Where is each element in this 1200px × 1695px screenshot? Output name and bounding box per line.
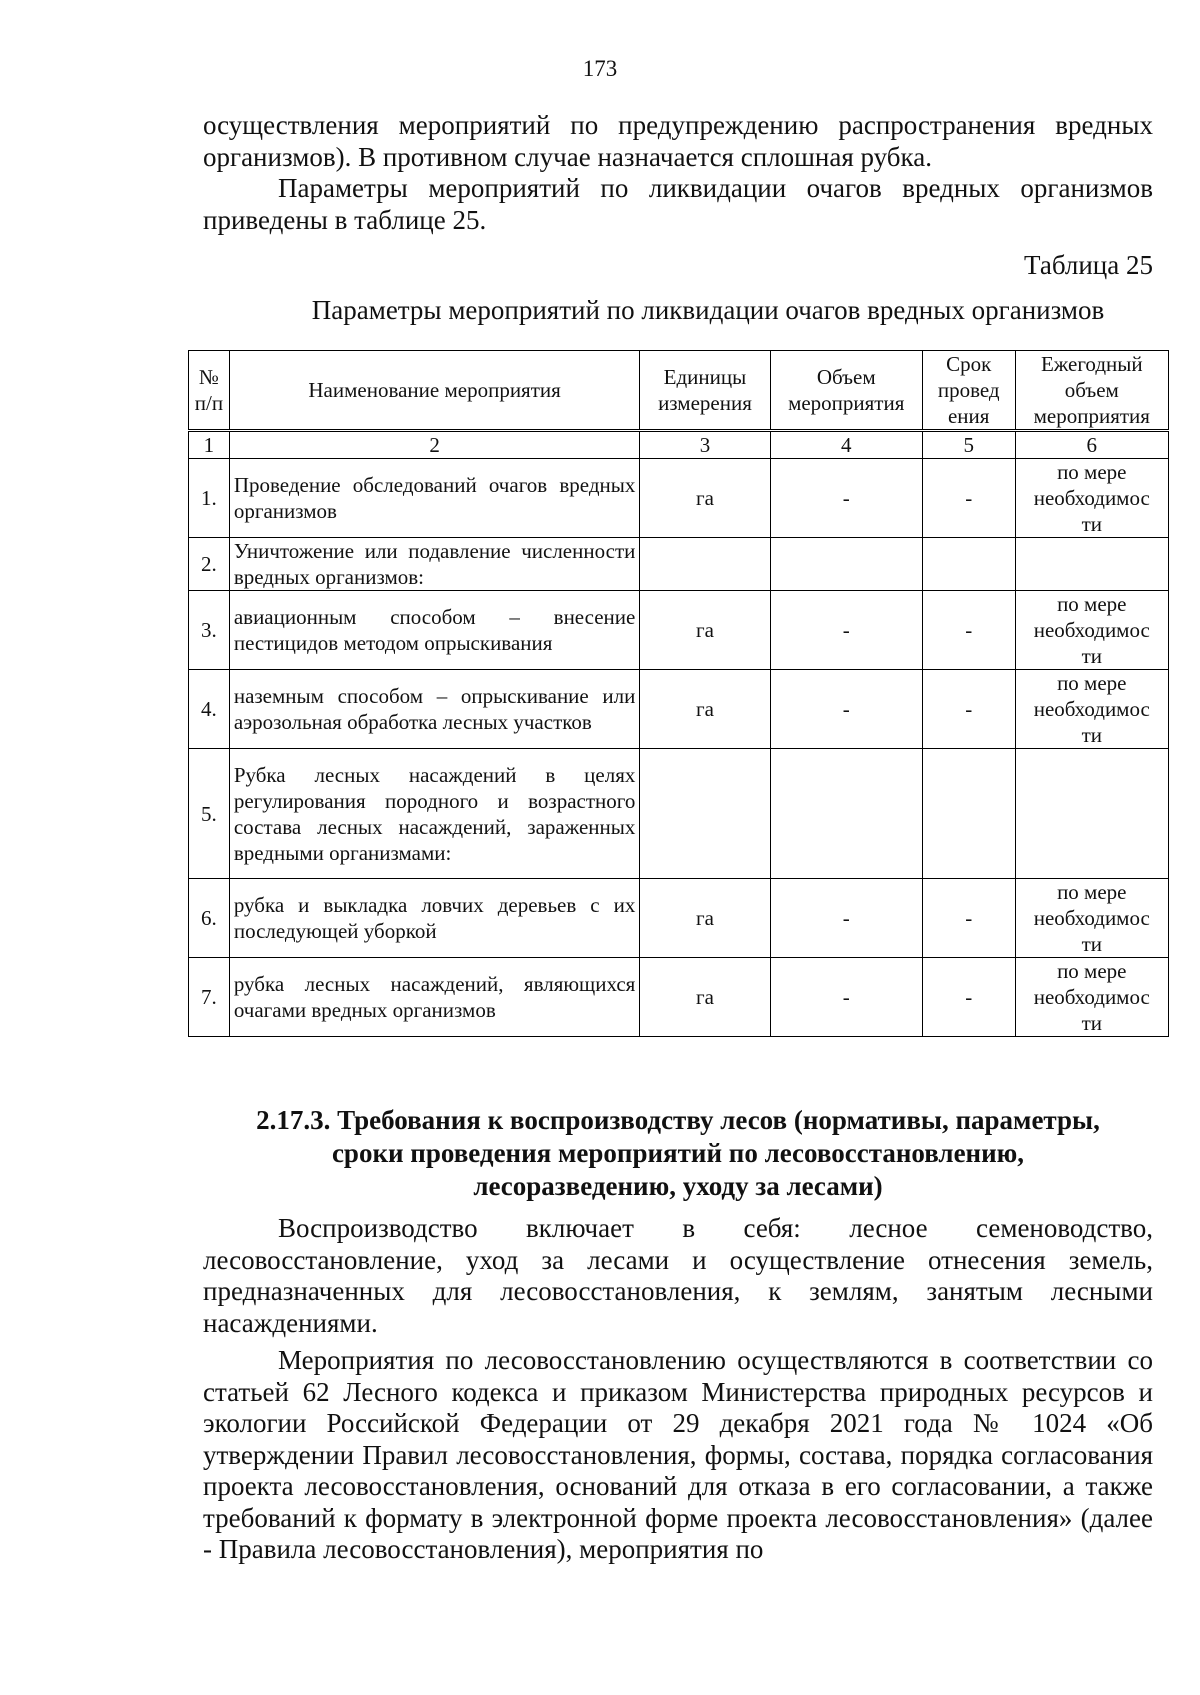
page-number: 173	[582, 56, 618, 81]
row-annual-line: по мере	[1057, 671, 1127, 695]
intro-block	[203, 110, 1153, 326]
row-annual-line: необходимос	[1033, 618, 1150, 642]
row-annual	[1015, 591, 1168, 670]
header-unit	[640, 351, 770, 431]
row-unit: га	[640, 459, 770, 538]
row-annual-line: необходимос	[1033, 486, 1150, 510]
row-term: -	[922, 958, 1015, 1037]
intro-paragraph-2: Параметры мероприятий по ликвидации очагов вредных организмов приведены в таблице 25.	[203, 173, 1153, 235]
row-number: 4.	[189, 670, 230, 749]
row-annual	[1015, 749, 1168, 879]
column-number: 4	[770, 431, 922, 459]
header-unit-line1: Единицы	[663, 365, 747, 389]
header-term-line3: ения	[947, 404, 990, 428]
row-annual-line: необходимос	[1033, 906, 1150, 930]
header-term-line1: Срок	[946, 352, 992, 376]
row-name: авиационным способом – внесение пестицидов методом опрыскивания	[229, 591, 640, 670]
row-volume: -	[770, 879, 922, 958]
row-annual	[1015, 459, 1168, 538]
column-number: 1	[189, 431, 230, 459]
row-term: -	[922, 879, 1015, 958]
header-unit-line2: измерения	[658, 391, 752, 415]
table-row	[189, 879, 1169, 958]
row-name: Проведение обследований очагов вредных организмов	[229, 459, 640, 538]
table-row	[189, 459, 1169, 538]
row-annual-line: ти	[1081, 932, 1102, 956]
header-annual-line3: мероприятия	[1033, 404, 1150, 428]
header-term-line2: провед	[937, 378, 1000, 402]
row-volume	[770, 538, 922, 591]
section-paragraph-1: Воспроизводство включает в себя: лесное семеноводство, лесовосстановление, уход за лесами и осуществление отнесения земель, предназначенных для лесовосстановления, к землям, занятым лесными насаждениями.	[203, 1213, 1153, 1338]
table-number: Таблица 25	[1024, 250, 1153, 280]
header-name: Наименование мероприятия	[229, 351, 640, 431]
column-number: 5	[922, 431, 1015, 459]
section-block	[203, 1104, 1153, 1566]
column-numbers-row	[189, 431, 1169, 459]
header-number-line1: №	[198, 365, 219, 389]
table-row	[189, 538, 1169, 591]
row-annual-line: необходимос	[1033, 697, 1150, 721]
row-number: 2.	[189, 538, 230, 591]
row-annual-line: ти	[1081, 512, 1102, 536]
row-number: 6.	[189, 879, 230, 958]
column-number: 2	[229, 431, 640, 459]
row-volume: -	[770, 670, 922, 749]
row-annual-line: по мере	[1057, 460, 1127, 484]
row-unit: га	[640, 958, 770, 1037]
header-volume-line2: мероприятия	[788, 391, 905, 415]
row-volume: -	[770, 591, 922, 670]
table-row	[189, 958, 1169, 1037]
row-annual-line: по мере	[1057, 959, 1127, 983]
row-unit: га	[640, 879, 770, 958]
row-number: 3.	[189, 591, 230, 670]
row-annual	[1015, 538, 1168, 591]
column-number: 6	[1015, 431, 1168, 459]
table-row	[189, 670, 1169, 749]
row-name: рубка лесных насаждений, являющихся очагами вредных организмов	[229, 958, 640, 1037]
column-number: 3	[640, 431, 770, 459]
header-annual	[1015, 351, 1168, 431]
section-title	[203, 1104, 1153, 1203]
section-title-line1: 2.17.3. Требования к воспроизводству лесов (нормативы, параметры,	[256, 1105, 1100, 1135]
row-unit: га	[640, 591, 770, 670]
header-term	[922, 351, 1015, 431]
header-number-line2: п/п	[194, 391, 224, 415]
table-row	[189, 591, 1169, 670]
row-volume: -	[770, 958, 922, 1037]
measures-table	[188, 350, 1169, 1037]
row-unit	[640, 538, 770, 591]
row-annual-line: необходимос	[1033, 985, 1150, 1009]
row-annual-line: по мере	[1057, 592, 1127, 616]
row-volume: -	[770, 459, 922, 538]
row-annual-line: ти	[1081, 1011, 1102, 1035]
row-name: рубка и выкладка ловчих деревьев с их последующей уборкой	[229, 879, 640, 958]
table-header-row	[189, 351, 1169, 431]
header-annual-line1: Ежегодный	[1040, 352, 1143, 376]
row-annual	[1015, 958, 1168, 1037]
row-term: -	[922, 670, 1015, 749]
section-title-line3: лесоразведению, уходу за лесами)	[473, 1171, 883, 1201]
row-volume	[770, 749, 922, 879]
table-body	[189, 459, 1169, 1037]
header-annual-line2: объем	[1064, 378, 1119, 402]
intro-paragraph-1: осуществления мероприятий по предупреждению распространения вредных организмов). В противном случае назначается сплошная рубка.	[203, 110, 1153, 172]
row-number: 7.	[189, 958, 230, 1037]
header-volume	[770, 351, 922, 431]
row-annual-line: ти	[1081, 723, 1102, 747]
row-term: -	[922, 459, 1015, 538]
row-term	[922, 538, 1015, 591]
row-number: 1.	[189, 459, 230, 538]
row-annual	[1015, 879, 1168, 958]
row-name: Уничтожение или подавление численности вредных организмов:	[229, 538, 640, 591]
table-row	[189, 749, 1169, 879]
row-unit	[640, 749, 770, 879]
table-title: Параметры мероприятий по ликвидации очагов вредных организмов	[311, 295, 1105, 325]
row-name: Рубка лесных насаждений в целях регулирования породного и возрастного состава лесных насаждений, зараженных вредными организмами:	[229, 749, 640, 879]
row-number: 5.	[189, 749, 230, 879]
row-annual-line: по мере	[1057, 880, 1127, 904]
row-annual	[1015, 670, 1168, 749]
header-volume-line1: Объем	[816, 365, 876, 389]
row-name: наземным способом – опрыскивание или аэрозольная обработка лесных участков	[229, 670, 640, 749]
section-title-line2: сроки проведения мероприятий по лесовосстановлению,	[331, 1138, 1025, 1168]
header-number	[189, 351, 230, 431]
row-term: -	[922, 591, 1015, 670]
row-unit: га	[640, 670, 770, 749]
row-term	[922, 749, 1015, 879]
section-paragraph-2: Мероприятия по лесовосстановлению осуществляются в соответствии со статьей 62 Лесного кодекса и приказом Министерства природных ресурсов и экологии Российской Федерации от 29 декабря 2021 года № 1024 «Об утверждении Правил лесовосстановления, формы, состава, порядка согласования проекта лесовосстановления, оснований для отказа в его согласовании, а также требований к формату в электронной форме проекта лесовосстановления» (далее - Правила лесовосстановления), мероприятия по	[203, 1345, 1153, 1564]
row-annual-line: ти	[1081, 644, 1102, 668]
